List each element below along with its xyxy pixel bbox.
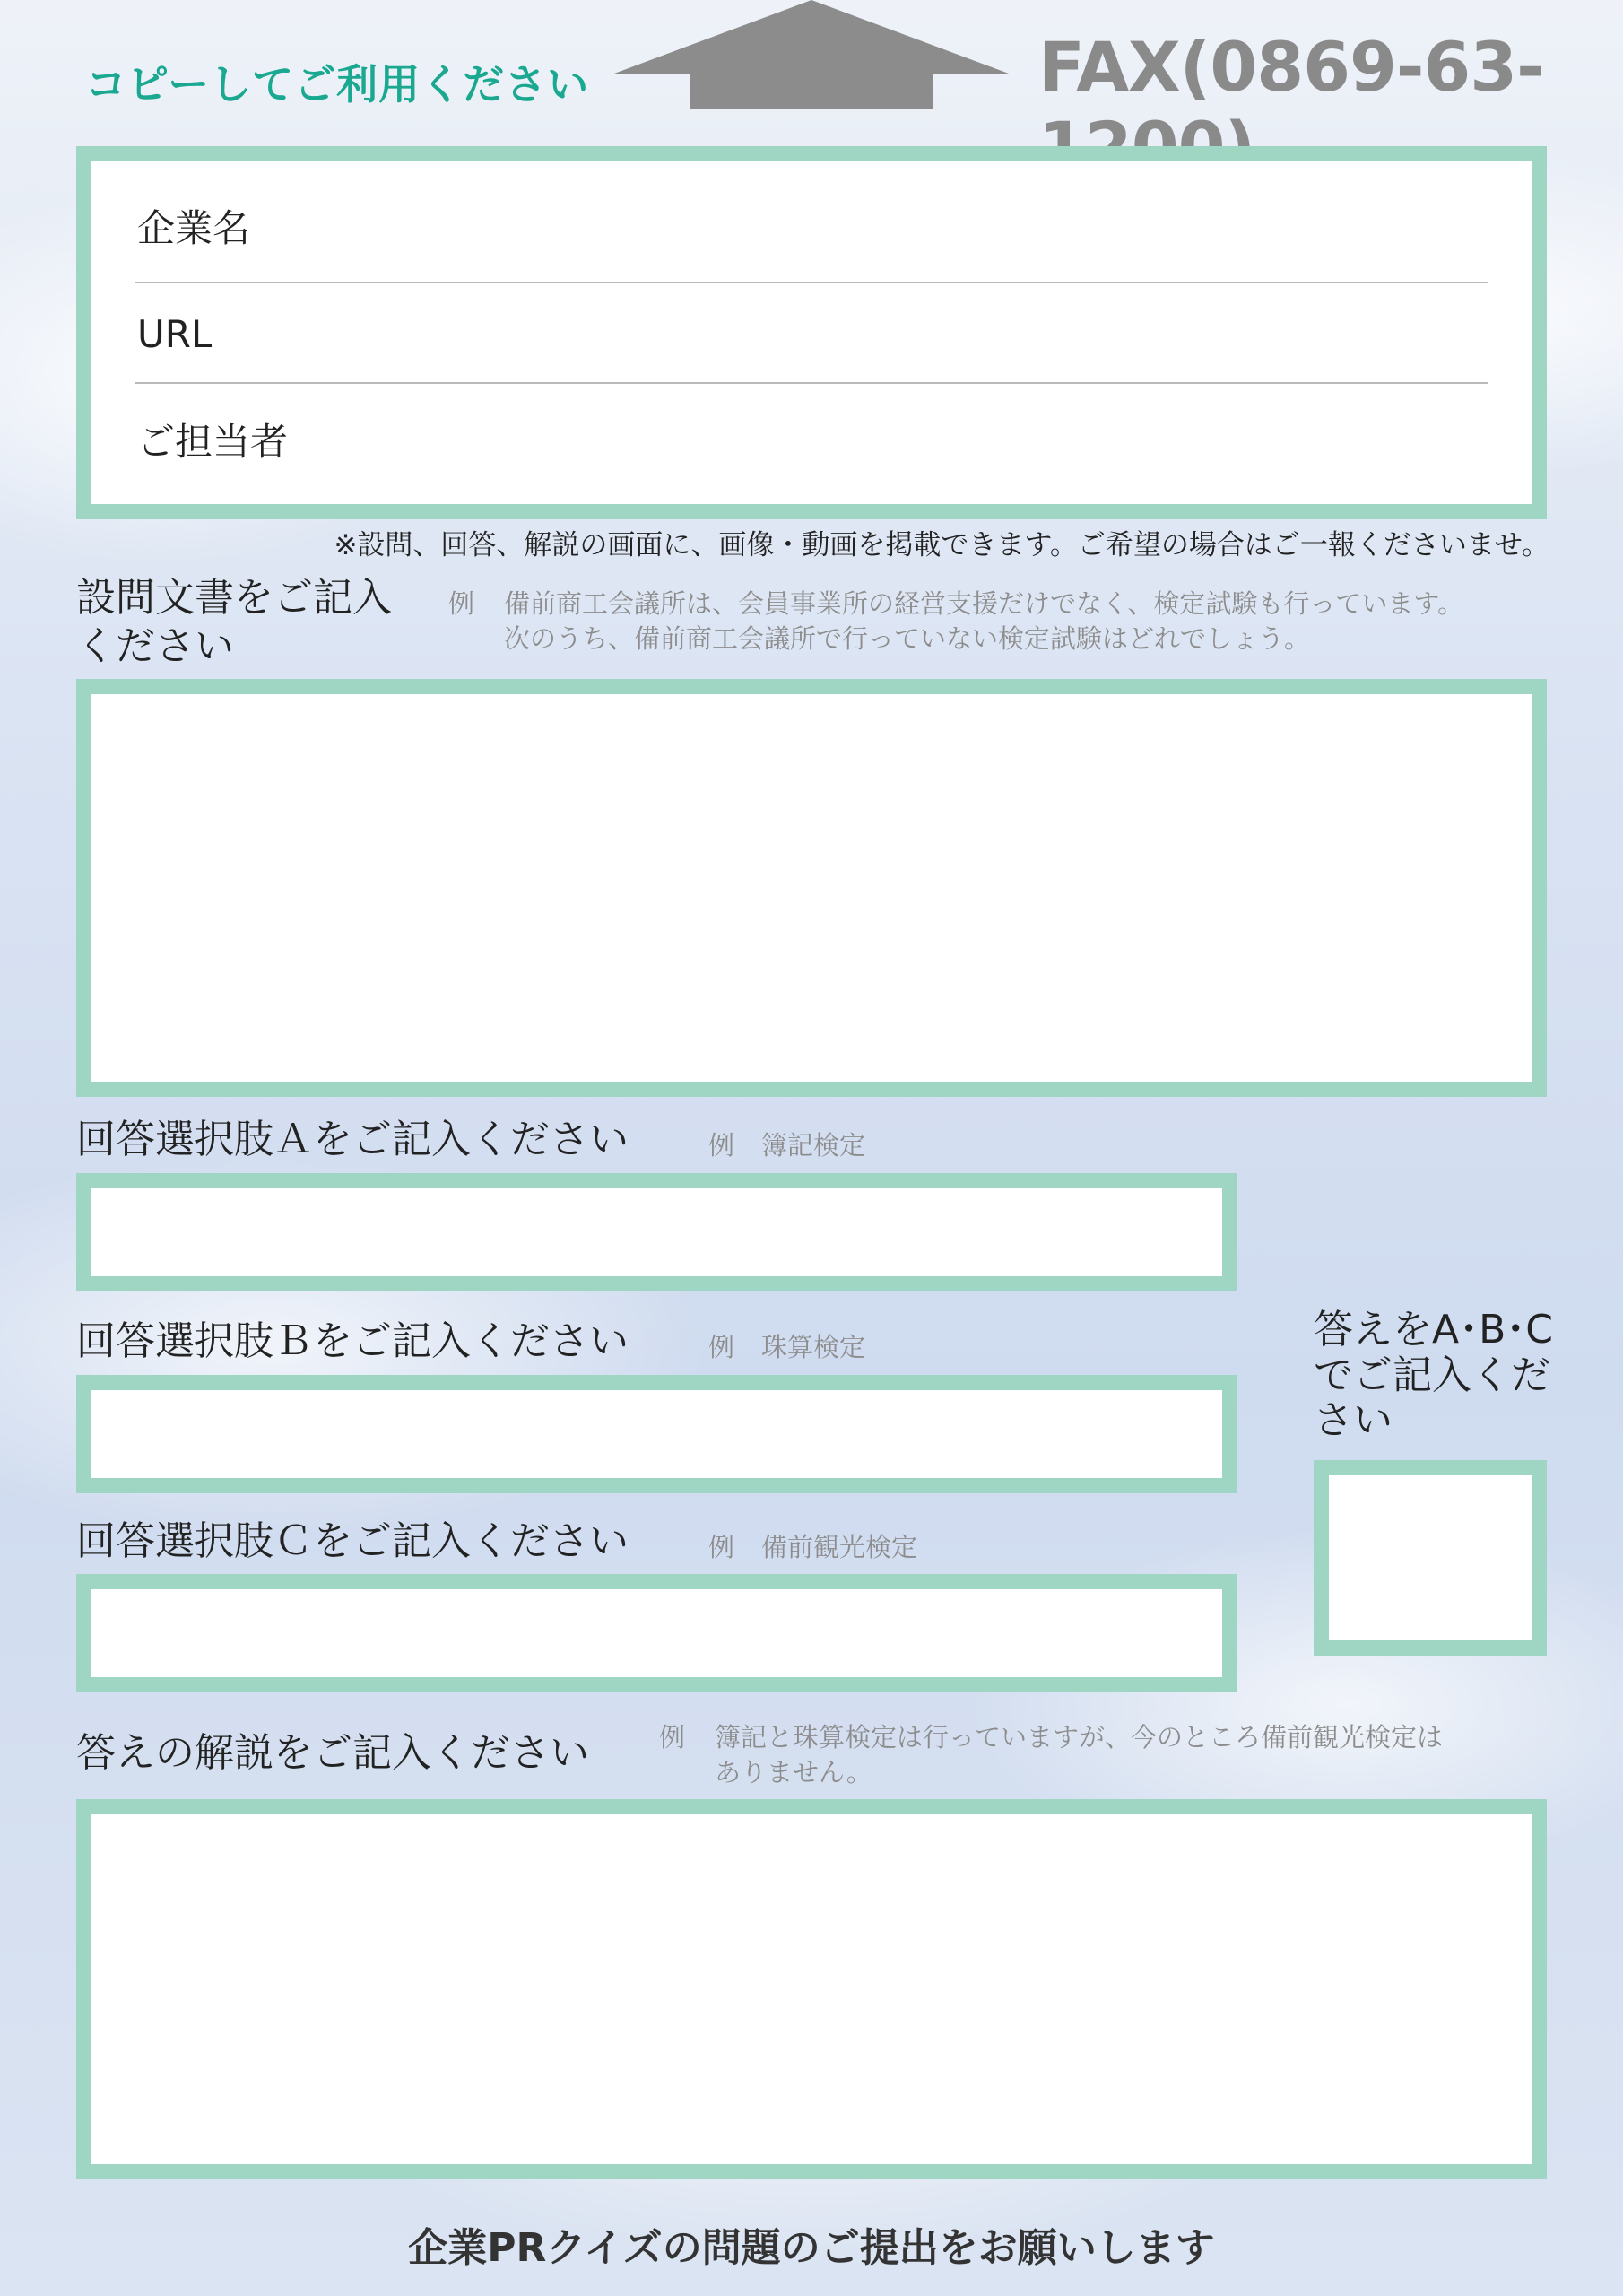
choice-a-example: 例 簿記検定 — [708, 1130, 866, 1161]
company-name-label: 企業名 — [137, 206, 251, 250]
choice-c-example: 例 備前観光検定 — [708, 1532, 918, 1562]
choice-a-input[interactable] — [76, 1173, 1237, 1292]
divider — [135, 382, 1488, 384]
choice-c-input[interactable] — [76, 1574, 1237, 1692]
fax-number: FAX(0869-63- — [1038, 27, 1544, 107]
explanation-example: 例 簿記と珠算検定は行っていますが、今のところ備前観光検定は ありません。 — [659, 1722, 1444, 1788]
media-note: ※設問、回答、解説の画面に、画像・動画を掲載できます。ご希望の場合はご一報くださいませ。 — [334, 529, 1549, 561]
url-field[interactable] — [137, 312, 212, 356]
fax-arrow-icon — [614, 0, 1009, 109]
contact-person-field[interactable] — [137, 413, 288, 466]
footer-message: 企業PRクイズの問題のご提出をお願いします — [408, 2225, 1215, 2271]
company-info-box — [76, 146, 1547, 519]
answer-label: 答えをA･B･C でご記入くだ さい — [1314, 1307, 1554, 1444]
question-example: 例 備前商工会議所は、会員事業所の経営支援だけでなく、検定試験も行っています。 次のうち、備前商工会議所で行っていない検定試験はどれでしょう。 — [448, 588, 1464, 655]
example-mark: 例 — [448, 588, 475, 619]
example-mark: 例 — [659, 1722, 686, 1752]
explanation-label: 答えの解説をご記入ください — [76, 1730, 589, 1776]
question-textarea[interactable] — [76, 679, 1547, 1097]
divider — [135, 282, 1488, 283]
explanation-textarea[interactable] — [76, 1799, 1547, 2179]
choice-b-label: 回答選択肢Ｂをご記入ください — [76, 1318, 629, 1364]
question-label: 設問文書をご記入 ください — [76, 575, 392, 669]
choice-a-label: 回答選択肢Ａをご記入ください — [76, 1117, 629, 1162]
answer-input[interactable] — [1314, 1460, 1547, 1656]
company-name-field[interactable] — [137, 199, 250, 253]
url-label: URL — [137, 312, 213, 356]
choice-b-input[interactable] — [76, 1375, 1237, 1493]
copy-note: コピーしてご利用ください — [85, 60, 590, 109]
choice-b-example: 例 珠算検定 — [708, 1332, 866, 1362]
choice-c-label: 回答選択肢Ｃをご記入ください — [76, 1518, 629, 1564]
contact-person-label: ご担当者 — [137, 420, 289, 464]
